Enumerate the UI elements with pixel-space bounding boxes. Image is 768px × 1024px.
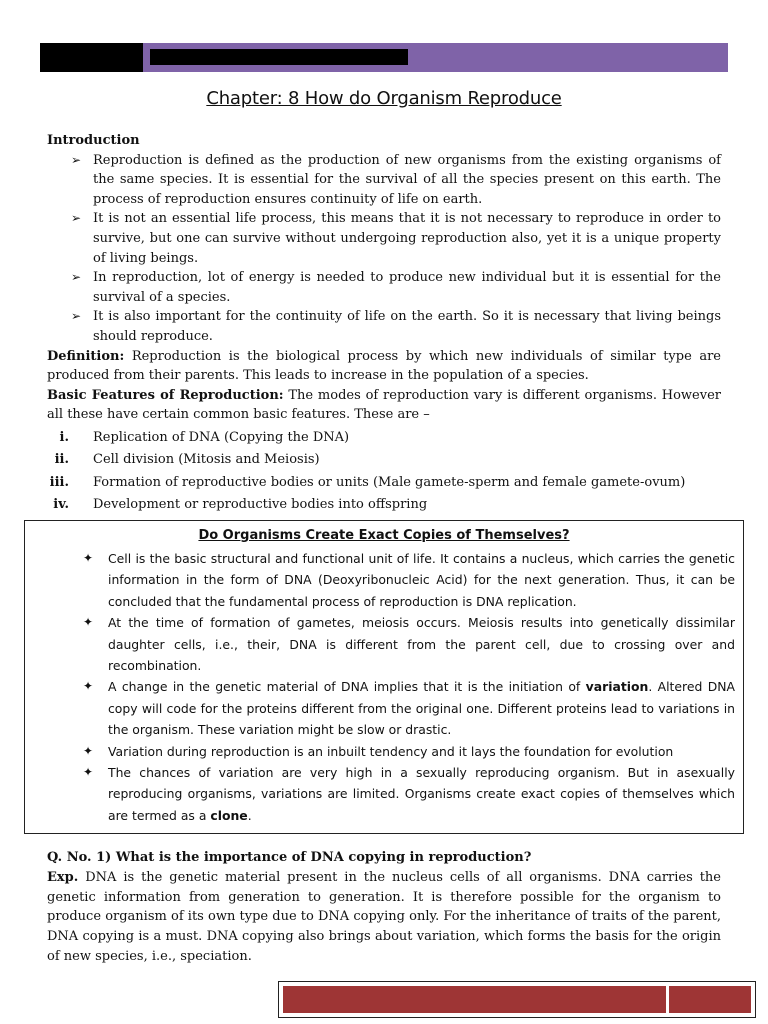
list-item: ✦ Variation during reproduction is an inbuilt tendency and it lays the foundation for evolution: [25, 741, 743, 762]
footer-bar-left: [283, 986, 666, 1013]
chapter-title: Chapter: 8 How do Organism Reproduce: [206, 88, 562, 109]
header-black-strip: [150, 49, 408, 65]
footer-bar: [278, 981, 756, 1018]
definition-text: Reproduction is the biological process by which new individuals of similar type are produced from their parents. This leads to increase in the population of a species.: [47, 348, 721, 384]
arrow-bullet-icon: ➢: [71, 152, 82, 167]
list-item: ➢ It is not an essential life process, this means that it is not necessary to reproduce in order to survive, but one can survive without undergoing reproduction also, yet it is a unique property of living beings.: [71, 211, 721, 266]
answer: [47, 868, 721, 967]
arrow-bullet-icon: ➢: [71, 270, 82, 285]
intro-list: [47, 151, 721, 347]
list-item: ✦ Cell is the basic structural and functional unit of life. It contains a nucleus, which carries the genetic information in the form of DNA (Deoxyribonucleic Acid) for the next generation. Thus, it can be concluded that the fundamental process of reproduction is DNA replication.: [25, 548, 743, 612]
exact-copies-box: [24, 520, 744, 834]
definition-paragraph: [47, 347, 721, 386]
header-black-block: [40, 43, 143, 72]
list-item: ➢ In reproduction, lot of energy is needed to produce new individual but it is essential for the survival of a species.: [71, 270, 721, 305]
box-title: Do Organisms Create Exact Copies of Themselves?: [198, 528, 570, 543]
arrow-bullet-icon: ➢: [71, 309, 82, 324]
star-bullet-icon: ✦: [83, 743, 94, 758]
list-item: iii. Formation of reproductive bodies or units (Male gamete-sperm and female gamete-ovum): [49, 474, 686, 490]
box-list: [25, 548, 743, 826]
basic-features-paragraph: [47, 386, 721, 425]
list-item: ✦ The chances of variation are very high in a sexually reproducing organism. But in asexually reproducing organisms, variations are limited. Organisms create exact copies of themselves which are termed as a clone.: [25, 762, 743, 826]
exp-label: Exp.: [47, 869, 79, 885]
list-item: ➢ It is also important for the continuity of life on the earth. So it is necessary that living beings should reproduce.: [71, 309, 721, 344]
arrow-bullet-icon: ➢: [71, 211, 82, 226]
basic-features-label: Basic Features of Reproduction:: [47, 387, 284, 403]
header-bar: [40, 43, 728, 72]
intro-heading: Introduction: [47, 133, 140, 148]
footer-bar-right: [669, 986, 751, 1013]
list-item: iv. Development or reproductive bodies into offspring: [53, 497, 428, 513]
definition-label: Definition:: [47, 348, 125, 364]
features-list: [47, 427, 721, 517]
list-item: ✦ A change in the genetic material of DNA implies that it is the initiation of variation. Altered DNA copy will code for the proteins different from the original one. Different proteins lead to variations in the organism. These variation might be slow or drastic.: [25, 676, 743, 740]
question: Q. No. 1) What is the importance of DNA copying in reproduction?: [47, 850, 532, 865]
star-bullet-icon: ✦: [83, 551, 94, 565]
list-item: ii. Cell division (Mitosis and Meiosis): [54, 452, 320, 468]
list-item: ➢ Reproduction is defined as the production of new organisms from the existing organisms of the same species. It is essential for the survival of all the species present on this earth. The process of reproduction ensures continuity of life on earth.: [71, 152, 721, 207]
star-bullet-icon: ✦: [83, 679, 94, 694]
main-content: [47, 131, 721, 517]
list-item: ✦ At the time of formation of gametes, meiosis occurs. Meiosis results into genetically dissimilar daughter cells, i.e., their, DNA is different from the parent cell, due to crossing over and recombination.: [25, 612, 743, 676]
list-item: i. Replication of DNA (Copying the DNA): [59, 429, 350, 445]
question-answer: [47, 848, 721, 967]
star-bullet-icon: ✦: [83, 615, 94, 630]
exp-text: DNA is the genetic material present in the nucleus cells of all organisms. DNA carries the genetic information from generation to generation. It is therefore possible for the organism to produce organism of its own type due to DNA copying only. For the inheritance of traits of the parent, DNA copying is a must. DNA copying also brings about variation, which forms the basis for the origin of new species, i.e., speciation.: [47, 869, 721, 964]
star-bullet-icon: ✦: [83, 765, 94, 780]
basic-features-text: The modes of reproduction vary is different organisms. However all these have certain common basic features. These are –: [47, 387, 721, 423]
